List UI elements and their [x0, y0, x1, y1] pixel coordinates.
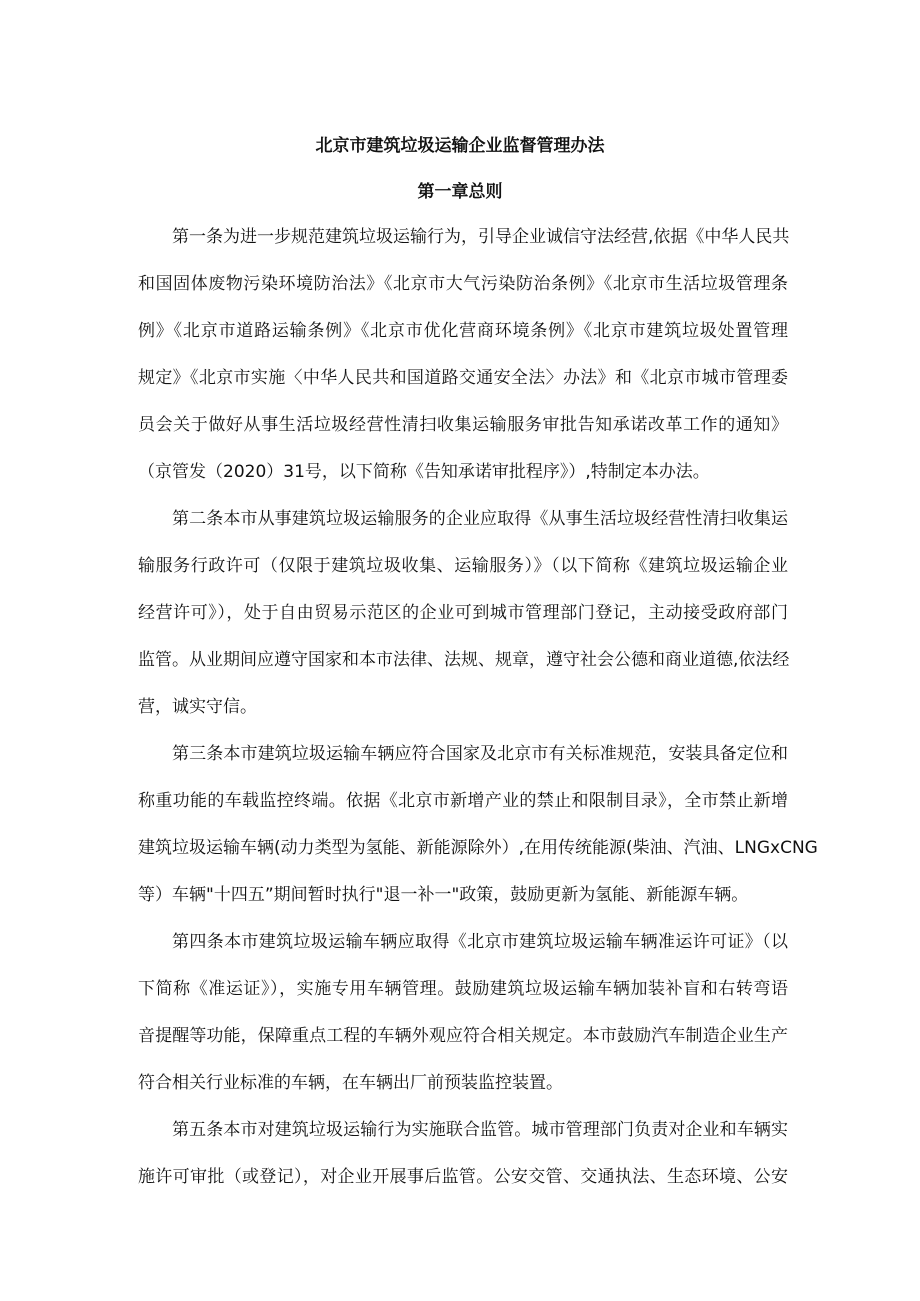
article-1-paragraph — [138, 225, 788, 484]
paragraph-line: 经营许可》），处于自由贸易示范区的企业可到城市管理部门登记，主动接受政府部门 — [138, 603, 788, 623]
paragraph-line: 等）车辆"十四五”期间暂时执行"退一补一"政策，鼓励更新为氢能、新能源车辆。 — [138, 885, 749, 905]
paragraph-line: 营，诚实守信。 — [138, 697, 257, 717]
paragraph-line: （京管发（2020）31号，以下简称《告知承诺审批程序》）,特制定本办法。 — [138, 462, 710, 482]
paragraph-line: 符合相关行业标准的车辆，在车辆出厂前预装监控装置。 — [138, 1073, 563, 1093]
paragraph-line: 规定》《北京市实施〈中华人民共和国道路交通安全法〉办法》和《北京市城市管理委 — [138, 368, 788, 388]
paragraph-line: 和国固体废物污染环境防治法》《北京市大气污染防治条例》《北京市生活垃圾管理条 — [138, 274, 788, 294]
paragraph-line: 第一条为进一步规范建筑垃圾运输行为，引导企业诚信守法经营,依据《中华人民共 — [172, 227, 790, 247]
paragraph-line: 称重功能的车载监控终端。依据《北京市新增产业的禁止和限制目录》，全市禁止新增 — [138, 791, 788, 811]
paragraph-line: 第五条本市对建筑垃圾运输行为实施联合监管。城市管理部门负责对企业和车辆实 — [172, 1120, 788, 1140]
article-4-paragraph — [138, 930, 788, 1095]
paragraph-line: 例》《北京市道路运输条例》《北京市优化营商环境条例》《北京市建筑垃圾处置管理 — [138, 321, 788, 341]
article-3-paragraph — [138, 742, 818, 907]
paragraph-line: 施许可审批（或登记），对企业开展事后监管。公安交管、交通执法、生态环境、公安 — [138, 1167, 788, 1187]
paragraph-line: 第二条本市从事建筑垃圾运输服务的企业应取得《从事生活垃圾经营性清扫收集运 — [172, 509, 788, 529]
paragraph-line: 输服务行政许可（仅限于建筑垃圾收集、运输服务）》（以下简称《建筑垃圾运输企业 — [138, 556, 788, 576]
article-5-paragraph — [138, 1118, 788, 1189]
article-2-paragraph — [138, 507, 788, 719]
paragraph-line: 监管。从业期间应遵守国家和本市法律、法规、规章，遵守社会公德和商业道德,依法经 — [138, 650, 790, 670]
document-body — [138, 225, 818, 1212]
paragraph-line: 第三条本市建筑垃圾运输车辆应符合国家及北京市有关标准规范，安装具备定位和 — [172, 744, 788, 764]
paragraph-line: 音提醒等功能，保障重点工程的车辆外观应符合相关规定。本市鼓励汽车制造企业生产 — [138, 1026, 788, 1046]
paragraph-line: 下简称《准运证》），实施专用车辆管理。鼓励建筑垃圾运输车辆加装补盲和右转弯语 — [138, 979, 788, 999]
chapter-heading: 第一章总则 — [417, 182, 503, 202]
document-title: 北京市建筑垃圾运输企业监督管理办法 — [315, 136, 605, 156]
paragraph-line: 第四条本市建筑垃圾运输车辆应取得《北京市建筑垃圾运输车辆准运许可证》（以 — [172, 932, 788, 952]
paragraph-line: 员会关于做好从事生活垃圾经营性清扫收集运输服务审批告知承诺改革工作的通知》 — [138, 415, 788, 435]
paragraph-line: 建筑垃圾运输车辆(动力类型为氢能、新能源除外）,在用传统能源(柴油、汽油、LNGxCNG — [138, 838, 818, 858]
